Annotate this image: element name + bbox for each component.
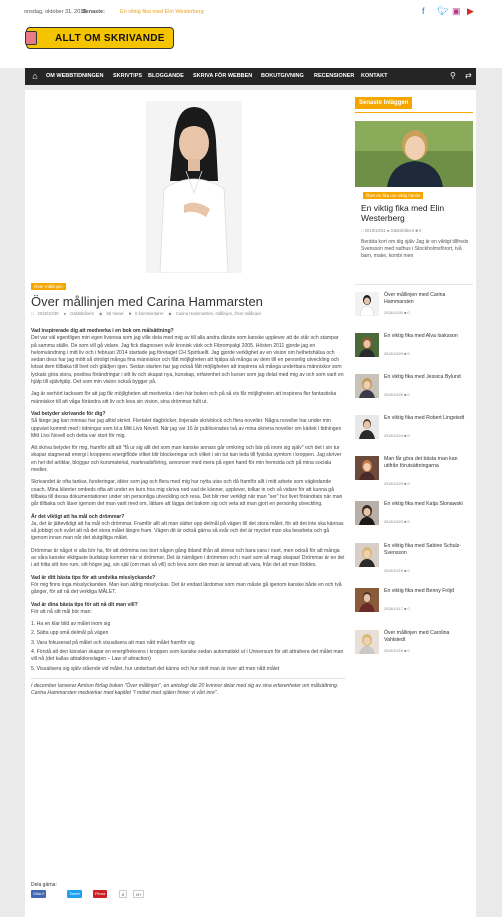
comment-icon: ■ — [404, 311, 407, 315]
post-date-text: 2018/10/22 — [384, 520, 404, 524]
nav-item-skriva-for-webben[interactable]: SKRIVA FÖR WEBBEN — [193, 73, 253, 79]
post-comments: 0 — [407, 569, 410, 573]
list-item: 5. Visualisera sig själv stående vid målet, hur underbart det känns och hur stolt man är över att man nått målet — [31, 665, 280, 672]
article-comments[interactable]: 0 kommentarer — [135, 311, 164, 316]
divider — [355, 284, 473, 285]
comment-icon: ■ — [404, 569, 407, 573]
shuffle-icon[interactable]: ⇄ — [465, 71, 472, 80]
sidebar-divider — [355, 112, 473, 113]
post-title[interactable]: Över mållinjen med Carina Hammarsten — [384, 292, 446, 305]
list-item: 2. Sätta upp små delmål på vägen — [31, 630, 109, 637]
share-label: Dela gärna: — [31, 882, 57, 888]
comment-icon: ■ — [404, 434, 407, 438]
post-comments: 0 — [407, 311, 410, 315]
post-thumbnail[interactable] — [355, 374, 379, 398]
article-title: Över mållinjen med Carina Hammarsten — [31, 294, 263, 309]
post-comments: 0 — [407, 649, 410, 653]
post-date-text: 2018/10/29 — [384, 352, 404, 356]
post-date — [384, 649, 410, 653]
current-date: onsdag, oktober 31, 2018 — [24, 9, 87, 15]
home-icon[interactable]: ⌂ — [32, 71, 38, 81]
article — [31, 97, 345, 912]
sidebar-post-item[interactable] — [355, 374, 473, 408]
main-navigation — [25, 68, 476, 85]
pencil-icon — [25, 31, 37, 45]
paragraph: Det var väl egentligen min egen livsresa som jag ville dela med mig av till alla andra därute som kanske upplever att de står och stampar på samma ställe. De som vill gå vidare. Jag fick diagnosen svår kronisk värk och Fibromyalgi 2005. Hösten 2011 gjorde jag en helomvändning i mitt liv och i februari 2014 startade jag företaget CH Spirituellt. Jag gjorde verklighet av en vision om helhetshälsa och sedan dess har jag mött så otroligt många fina människor och fått möjligheten att hjälpa så många av dem till en personlig utveckling och lotsat dem tillbaka till livet och glädjen igen. Sedan starten har jag också fått möjligheten att inspirera så många underbara människor som lyckats göra stora, positiva förändringar i sitt liv och skapat nya, kunskap, erfarenhet och kurser som jag delat med mig av och som varit en hjälp till självhjälp. Det som min vision också bygger på. — [31, 335, 344, 386]
post-date — [384, 520, 410, 524]
question-heading: Vad är ditt bästa tips för att undvika misslyckande? — [31, 574, 156, 581]
post-comments: 0 — [407, 520, 410, 524]
sidebar-post-item[interactable] — [355, 415, 473, 449]
post-date — [384, 352, 410, 356]
post-title[interactable]: En viktig fika med Katja Slonawski — [384, 501, 463, 507]
article-footnote: I december lanserar Ambon förlag boken "Över mållinjen", en antologi där 20 kvinnor delar med sig av sina erfarenheter om målsättning. Carina Hammarsten medverkar med kapitlet "I mötet med själen finner vi vårt inre". — [31, 678, 345, 698]
post-date — [384, 311, 410, 315]
comment-icon: ■ — [404, 649, 407, 653]
user-icon: ● — [386, 228, 390, 233]
comment-icon: ■ — [415, 228, 418, 233]
sidebar-post-item[interactable] — [355, 630, 473, 664]
news-ticker-link[interactable]: En viktig fika med Elin Westerberg — [120, 9, 204, 15]
share-count: 0 — [119, 890, 127, 898]
comment-icon: ■ — [404, 482, 407, 486]
nav-item-bokutgivning[interactable]: BOKUTGIVNING — [261, 73, 304, 79]
comment-icon: ■ — [404, 520, 407, 524]
post-date-text: 2018/10/24 — [384, 434, 404, 438]
featured-post-excerpt: Berätta kort om dig själv Jag är en viktigt tillfreds Svensson med radhus i Stockholmsförort, två barn, make, kombi men — [361, 239, 469, 259]
post-date-text: 2018/10/16 — [384, 649, 404, 653]
article-views: 56 Views — [106, 311, 124, 316]
paragraph: För mig finns inga misslyckanden. Man kan aldrig misslyckas. Det är endast lärdomar som man måste gå igenom kanske både en och två gånger, för att nå det verkliga MÅLET. — [31, 581, 342, 596]
question-heading: Vad inspirerade dig att medverka i en bok om målsättning? — [31, 328, 174, 334]
post-date-text: 2018/10/23 — [384, 482, 404, 486]
post-title[interactable]: En viktig fika med Sabine Schulz-Svensson — [384, 543, 461, 556]
site-header — [0, 22, 502, 68]
article-body — [31, 328, 345, 702]
featured-post-image[interactable] — [355, 121, 473, 187]
calendar-icon: □ — [31, 311, 34, 316]
calendar-icon: □ — [361, 228, 364, 233]
paragraph: Drömmar är något vi alla bör ha, för att drömma oss bort någon gång ibland ifrån all stress och bara vara i nuet, men också för att många av våra kanske viktigaste budskap kommer när vi drömmer. Det är nämligen i drömmen och i nuet som all magi skapas! Drömmar är en del i att hitta sitt inre rum, sitt högre jag, sin själ (om man så vill) och leva som den man är ämnad att vara, från det att man föddes. — [31, 547, 345, 569]
comment-icon: ■ — [404, 352, 407, 356]
featured-post-date[interactable]: 2018/10/31 — [364, 228, 386, 233]
comment-icon: ■ — [128, 311, 132, 316]
question-heading: Är det viktigt att ha mål och drömmar? — [31, 513, 125, 520]
paragraph: Så länge jag kan minnas har jag alltid skrivit. Flertalet dagböcker, linjerade skrivblock och flera noveller. Några noveller har under min uppväxt kommit med i tidningar som bl.a Mitt Livs Novell. När jag var 16 år publicerades två av mina skrivna noveller om kärlek i tidningen Mitt Livs Novell och detta var stort för mig. — [31, 418, 342, 439]
list-item: 3. Vara fokuserad på målet och visualisera att man nått målet framför sig — [31, 639, 195, 646]
list-item: 4. Förstå att den känslan skapar en energifrekvens i kroppen som kanske sedan automatiskt ut i Universum för att attrahera det målet man vill nå (det kallas attraktionslagen – Law of attraction) — [31, 648, 344, 663]
nav-item-bloggande[interactable]: BLOGGANDE — [148, 73, 184, 79]
post-comments: 0 — [407, 607, 410, 611]
post-date-text: 2018/10/26 — [384, 393, 404, 397]
question-heading: Vad betyder skrivande för dig? — [31, 410, 106, 417]
post-thumbnail[interactable] — [355, 630, 379, 654]
nav-item-om-webbtidningen[interactable]: OM WEBBTIDNINGEN — [46, 73, 104, 79]
post-title[interactable]: En viktig fika med Jessica Bylund — [384, 374, 461, 380]
nav-item-kontakt[interactable]: KONTAKT — [361, 73, 388, 79]
post-date — [384, 569, 410, 573]
top-bar — [0, 0, 502, 22]
sidebar-post-item[interactable] — [355, 588, 473, 622]
google-plus-button[interactable]: G+ — [133, 890, 144, 898]
post-date — [384, 607, 410, 611]
post-title[interactable]: Över mållinjen med Carolina Vahlstedt — [384, 630, 450, 643]
post-date — [384, 393, 410, 397]
post-date — [384, 482, 410, 486]
sidebar-post-item[interactable] — [355, 333, 473, 367]
paragraph: Att skriva betyder för mig, framför allt att "få ur sig allt det som man kanske annars går omkring och bär på inom sig själv" och det i sin tur skapar stagnerad energi i kroppens energiflöde vilket blir blockeringar och vilket i sin tur kan leda till fysiska symtom i kroppen. Jag skriver en hel del artiklar, bloggar och kursmaterial, marknadsföring, annonser med mera på egen hand för min hemsida och på mina sociala medier. — [31, 445, 342, 474]
question-heading: Vad är dina bästa tips för att nå dit man vill? — [31, 601, 138, 608]
tag-icon: ◆ — [168, 311, 172, 316]
post-date-text: 2018/10/17 — [384, 607, 404, 611]
paragraph: Ja, det är jätteviktigt att ha mål och drömmar. Framför allt att man sätter upp delmål på vägen till det stora målet, för att det inte ska kännas så jobbigt och svårt att nå det stora målet längre fram. Vägen dit är också gärna så svår och det är mycket man ska bearbeta och gå igenom innan man når det slutgiltiga målet. — [31, 520, 344, 542]
featured-post-title[interactable]: En viktig fika med Elin Westerberg — [361, 203, 445, 223]
post-date — [384, 434, 410, 438]
post-title[interactable]: En viktig fika med Robert Lingstedt — [384, 415, 465, 421]
featured-post-author[interactable]: Gästskribent — [390, 228, 415, 233]
sidebar-heading: Senaste Inläggen — [355, 97, 412, 109]
nav-item-recensioner[interactable]: RECENSIONER — [314, 73, 355, 79]
paragraph: Skrivandet är ofta tankar, funderingar, idéer som jag och flera med mig har nytta utav och då framför allt i mitt arbete som vägledande coach. Mina klienter ombeds ofta att under en kurs hos mig skriva ned vad de känner, upplever, tolkar in och så vidare för att kunna gå tillbaka till dessa dokumentationer under sin personliga utveckling och resa. Det blir mer verkligt när man "ser" hur livet förändrats när man går tillbaka och läser igenom det man varit med om, lättare att lägga det bakom sig och veta att man gjort en personlig utveckling. — [31, 479, 343, 508]
article-date[interactable]: 2018/10/30 — [37, 311, 59, 316]
article-category-badge[interactable]: Över mållinjen — [31, 283, 66, 290]
featured-post-category[interactable]: Över en fika om viktig hände — [363, 192, 423, 199]
article-tags[interactable]: Carina Hammarsten, mållinjen, Över mållinjen — [175, 311, 262, 316]
nav-item-skrivtips[interactable]: SKRIVTIPS — [113, 73, 143, 79]
pinterest-button[interactable]: Pinna — [95, 891, 106, 896]
post-title[interactable]: En viktig fika med Alva Isaksson — [384, 333, 458, 339]
post-thumbnail[interactable] — [355, 333, 379, 357]
post-comments: 0 — [407, 393, 410, 397]
search-icon[interactable]: ⚲ — [450, 71, 456, 80]
facebook-icon[interactable]: f — [422, 6, 425, 16]
comment-icon: ■ — [404, 607, 407, 611]
article-featured-image — [146, 101, 242, 273]
sidebar — [355, 97, 473, 697]
latest-label: Senaste: — [82, 9, 105, 15]
sidebar-post-item[interactable] — [355, 543, 473, 577]
featured-post-meta — [361, 228, 421, 233]
tips-list — [31, 621, 345, 673]
article-meta — [31, 311, 265, 316]
post-title[interactable]: Man får göra det bästa man kan utifrån förutsättningarna — [384, 456, 458, 469]
user-icon: ● — [63, 311, 67, 316]
sidebar-post-item[interactable] — [355, 501, 473, 535]
post-thumbnail[interactable] — [355, 543, 379, 567]
post-comments: 0 — [407, 482, 410, 486]
featured-post-comments[interactable]: 0 — [418, 228, 422, 233]
post-comments: 0 — [407, 352, 410, 356]
youtube-icon[interactable]: ▶ — [467, 6, 474, 16]
post-thumbnail[interactable] — [355, 588, 379, 612]
list-item: 1. Ha en klar bild av målet inom sig — [31, 621, 111, 628]
paragraph: Jag är oerhört tacksam för att jag får möjligheten att medverka i den här boken och på så vis får möjligheten att inspirera fler fantastiska människor till att våga förändra sitt liv och leva sin vision, sina drömmar fullt ut. — [31, 391, 337, 405]
post-thumbnail[interactable] — [355, 456, 379, 480]
post-thumbnail[interactable] — [355, 415, 379, 439]
share-buttons — [31, 890, 231, 898]
paragraph: För att nå sitt mål bör man: — [31, 608, 92, 615]
site-logo[interactable] — [26, 27, 174, 49]
post-date-text: 2018/10/30 — [384, 311, 404, 315]
facebook-like-button[interactable]: Gilla 0 — [33, 891, 45, 896]
eye-icon: ◉ — [98, 311, 103, 316]
sidebar-post-item[interactable] — [355, 292, 473, 326]
comment-icon: ■ — [404, 393, 407, 397]
twitter-icon[interactable]: 🐦︎ — [437, 6, 449, 16]
post-thumbnail[interactable] — [355, 501, 379, 525]
article-author[interactable]: Gästskribent — [70, 311, 94, 316]
logo-text: ALLT OM SKRIVANDE — [55, 33, 165, 44]
sidebar-post-item[interactable] — [355, 456, 473, 490]
post-thumbnail[interactable] — [355, 292, 379, 316]
instagram-icon[interactable]: ▣ — [452, 6, 461, 16]
post-comments: 0 — [407, 434, 410, 438]
post-date-text: 2018/10/19 — [384, 569, 404, 573]
tweet-button[interactable]: Tweet — [69, 891, 80, 896]
post-title[interactable]: En viktig fika med Benny Fröjd — [384, 588, 455, 594]
